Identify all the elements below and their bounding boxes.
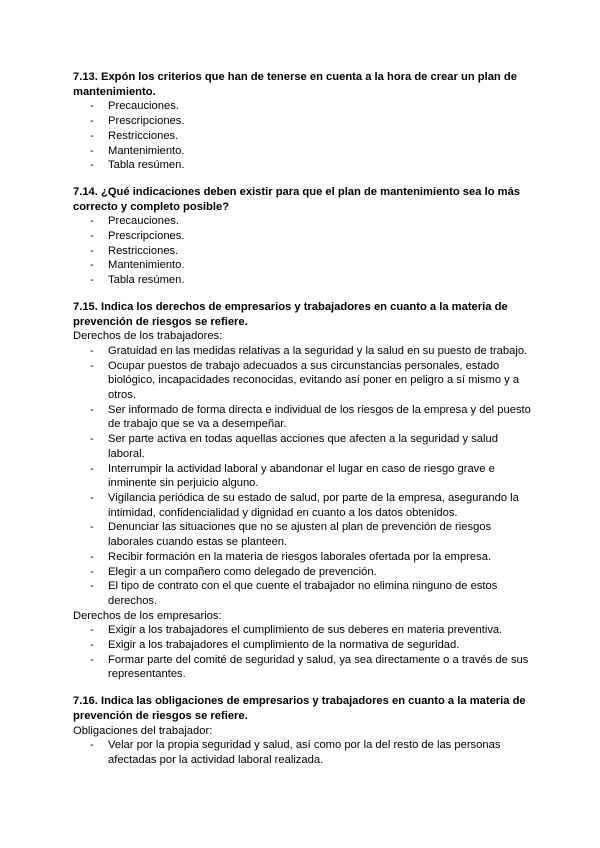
list-item: - Denunciar las situaciones que no se ajusten al plan de prevención de riesgos laborales cuando estas se planteen. [73, 520, 533, 549]
section-heading: Derechos de los empresarios: [73, 609, 222, 622]
list-item: - Ocupar puestos de trabajo adecuados a sus circunstancias personales, estado biológico, incapacidades reconocidas, evitando así poner en peligro a sí mismo y a otros. [73, 359, 533, 403]
question-title: 7.13. Expón los criterios que han de tenerse en cuenta a la hora de crear un plan de mantenimiento. [73, 71, 517, 98]
list-item: - Prescripciones. [73, 229, 533, 244]
bullet-list [73, 623, 533, 682]
question-block [73, 300, 533, 682]
section-heading: Obligaciones del trabajador: [73, 724, 213, 737]
list-item: - Prescripciones. [73, 114, 533, 129]
question-title: 7.16. Indica las obligaciones de empresarios y trabajadores en cuanto a la materia de prevención de riesgos se refiere. [73, 695, 526, 722]
list-item: - Precauciones. [73, 214, 533, 229]
bullet-list [73, 214, 533, 288]
bullet-list [73, 738, 533, 767]
list-item: - Precauciones. [73, 99, 533, 114]
list-item: - Interrumpir la actividad laboral y abandonar el lugar en caso de riesgo grave e inminente sin perjuicio alguno. [73, 462, 533, 491]
bullet-list [73, 344, 533, 609]
list-item: - Restricciones. [73, 129, 533, 144]
list-item: - Gratuidad en las medidas relativas a la seguridad y la salud en su puesto de trabajo. [73, 344, 533, 359]
list-item: - Ser parte activa en todas aquellas acciones que afecten a la seguridad y salud laboral. [73, 432, 533, 461]
list-item: - Mantenimiento. [73, 144, 533, 159]
list-item: - Elegir a un compañero como delegado de prevención. [73, 565, 533, 580]
list-item: - Mantenimiento. [73, 258, 533, 273]
question-title: 7.15. Indica los derechos de empresarios y trabajadores en cuanto a la materia de prevención de riesgos se refiere. [73, 300, 508, 328]
question-title: 7.14. ¿Qué indicaciones deben existir para que el plan de mantenimiento sea lo más correcto y completo posible? [73, 185, 521, 213]
list-item: - Restricciones. [73, 244, 533, 259]
question-block [73, 694, 533, 768]
document-content [73, 70, 533, 780]
section-heading: Derechos de los trabajadores: [73, 330, 223, 343]
list-item: - Exigir a los trabajadores el cumplimiento de sus deberes en materia preventiva. [73, 623, 533, 638]
list-item: - Ser informado de forma directa e individual de los riesgos de la empresa y del puesto de trabajo que se va a desempeñar. [73, 403, 533, 432]
list-item: - El tipo de contrato con el que cuente el trabajador no elimina ninguno de estos derechos. [73, 579, 533, 608]
list-item: - Formar parte del comité de seguridad y salud, ya sea directamente o a través de sus representantes. [73, 653, 533, 682]
list-item: - Tabla resúmen. [73, 273, 533, 288]
list-item: - Vigilancia periódica de su estado de salud, por parte de la empresa, asegurando la intimidad, confidencialidad y dignidad en cuanto a los datos obtenidos. [73, 491, 533, 520]
question-block [73, 70, 533, 173]
list-item: - Tabla resúmen. [73, 158, 533, 173]
question-block [73, 185, 533, 288]
list-item: - Exigir a los trabajadores el cumplimiento de la normativa de seguridad. [73, 638, 533, 653]
list-item: - Velar por la propia seguridad y salud, así como por la del resto de las personas afectadas por la actividad laboral realizada. [73, 738, 533, 767]
list-item: - Recibir formación en la materia de riesgos laborales ofertada por la empresa. [73, 550, 533, 565]
bullet-list [73, 99, 533, 173]
